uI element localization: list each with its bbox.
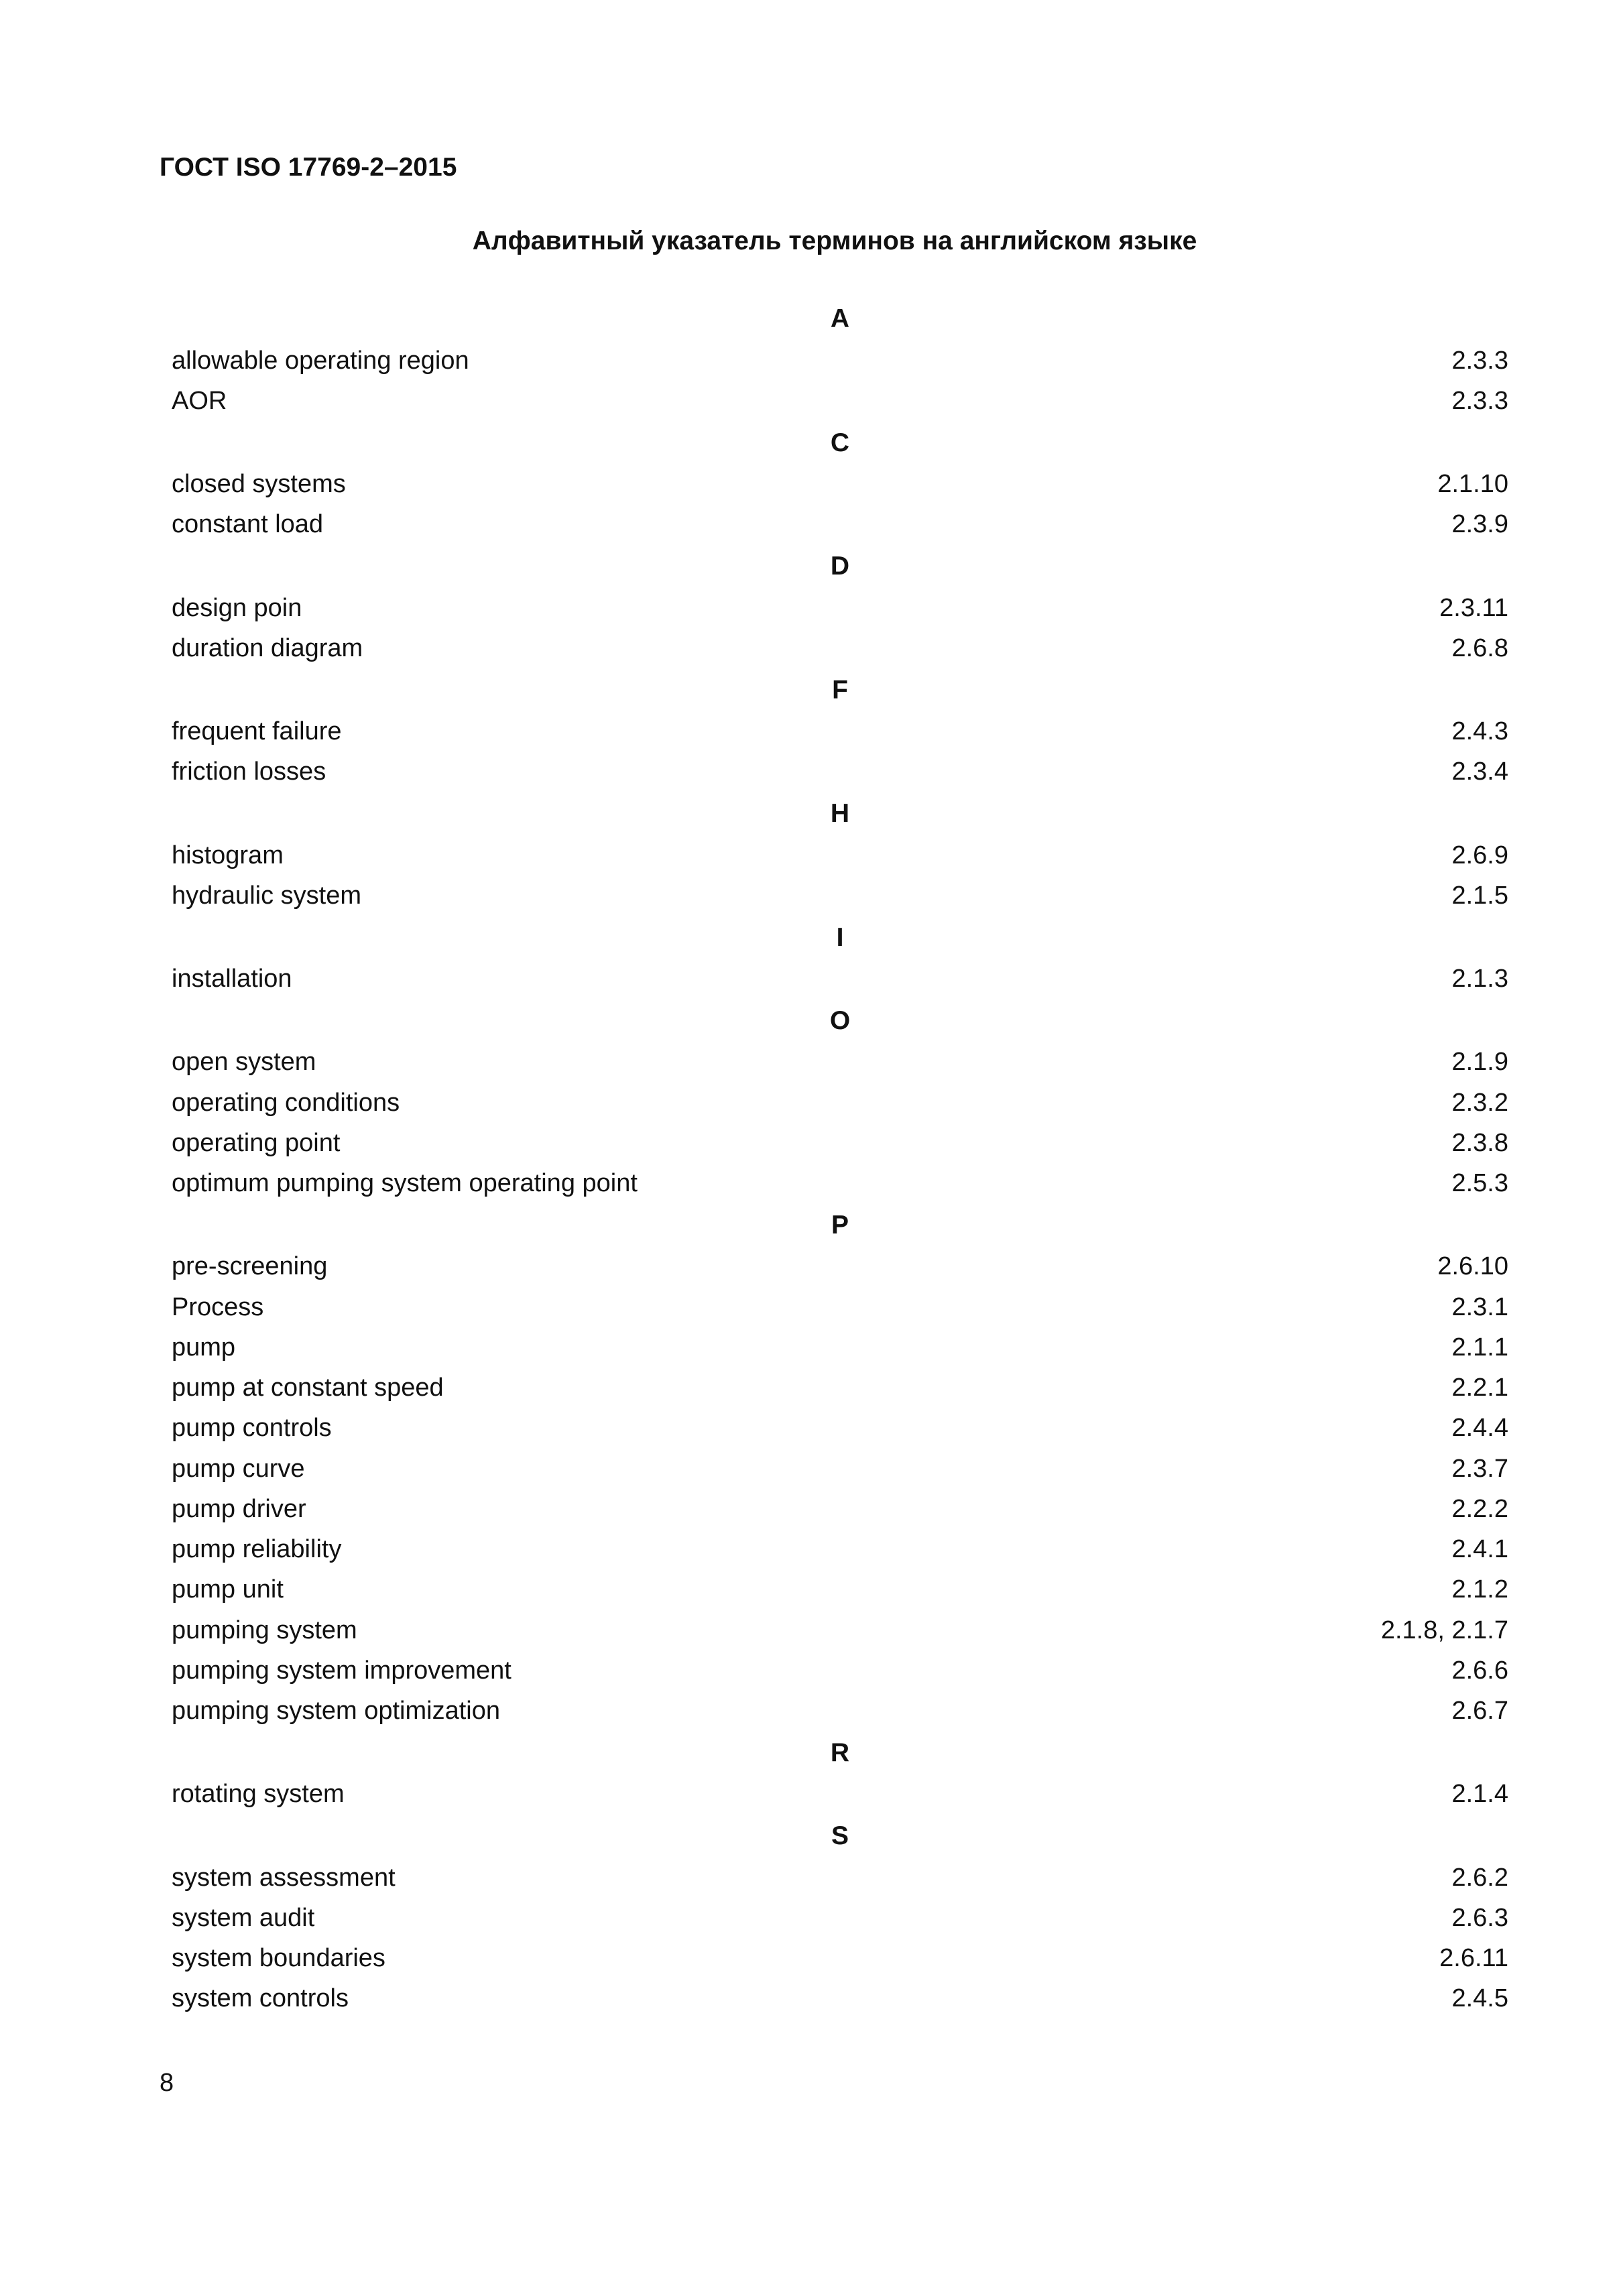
term-reference: 2.4.4 <box>1451 1414 1508 1443</box>
term-reference: 2.1.2 <box>1451 1575 1508 1604</box>
term-reference: 2.6.10 <box>1437 1252 1508 1281</box>
term-reference: 2.6.8 <box>1451 633 1508 662</box>
term-reference: 2.3.4 <box>1451 758 1508 786</box>
term-text: pump curve <box>172 1454 305 1483</box>
term-text: allowable operating region <box>172 346 469 375</box>
term-text: pump driver <box>172 1494 306 1523</box>
term-text: pump <box>172 1333 236 1362</box>
index-entry <box>172 1123 1508 1163</box>
term-text: system boundaries <box>172 1944 385 1973</box>
index-entry <box>172 1530 1508 1570</box>
section-letter: C <box>830 428 850 457</box>
term-reference: 2.6.6 <box>1451 1656 1508 1685</box>
term-text: pump reliability <box>172 1535 342 1564</box>
index-entry <box>172 835 1508 875</box>
index-entry <box>172 1939 1508 1979</box>
index-entry <box>172 1247 1508 1287</box>
index-entry <box>172 1774 1508 1815</box>
term-text: pumping system improvement <box>172 1656 512 1685</box>
index-entry <box>172 628 1508 668</box>
index-entry <box>172 1042 1508 1083</box>
term-text: design poin <box>172 593 302 622</box>
index-entry <box>172 1610 1508 1650</box>
index-entry <box>172 1570 1508 1610</box>
term-text: constant load <box>172 510 324 539</box>
index-entry <box>172 1287 1508 1327</box>
index-entry <box>172 505 1508 545</box>
term-text: installation <box>172 965 292 993</box>
section-letter: R <box>830 1738 850 1767</box>
term-reference: 2.3.3 <box>1451 386 1508 415</box>
term-reference: 2.1.8, 2.1.7 <box>1380 1616 1508 1644</box>
term-reference: 2.1.3 <box>1451 965 1508 993</box>
term-text: hydraulic system <box>172 881 361 910</box>
index-entry <box>172 1368 1508 1408</box>
term-reference: 2.6.7 <box>1451 1697 1508 1726</box>
term-reference: 2.3.8 <box>1451 1128 1508 1157</box>
term-reference: 2.4.5 <box>1451 1984 1508 2013</box>
term-text: optimum pumping system operating point <box>172 1169 638 1198</box>
index-entry <box>172 1164 1508 1204</box>
term-text: open system <box>172 1048 316 1077</box>
section-letter: S <box>831 1821 849 1850</box>
index-entry <box>172 752 1508 792</box>
term-text: system assessment <box>172 1863 396 1892</box>
term-reference: 2.3.3 <box>1451 346 1508 375</box>
page-number: 8 <box>160 2069 174 2097</box>
term-text: histogram <box>172 841 284 869</box>
term-text: pumping system <box>172 1616 357 1644</box>
term-reference: 2.3.9 <box>1451 510 1508 539</box>
section-letter: F <box>832 675 848 705</box>
index-entry <box>172 1083 1508 1123</box>
index-entry <box>172 712 1508 752</box>
term-text: closed systems <box>172 470 346 499</box>
term-reference: 2.1.9 <box>1451 1048 1508 1077</box>
term-reference: 2.2.2 <box>1451 1494 1508 1523</box>
term-reference: 2.1.4 <box>1451 1780 1508 1809</box>
term-reference: 2.5.3 <box>1451 1169 1508 1198</box>
term-reference: 2.6.2 <box>1451 1863 1508 1892</box>
index-entry <box>172 1408 1508 1449</box>
term-text: rotating system <box>172 1780 345 1809</box>
section-letter: D <box>830 552 850 581</box>
term-reference: 2.6.3 <box>1451 1903 1508 1932</box>
index-entry <box>172 875 1508 916</box>
section-letter: A <box>830 304 850 333</box>
index-entry <box>172 1979 1508 2019</box>
index-title: Алфавитный указатель терминов на английском языке <box>472 227 1197 255</box>
term-reference: 2.3.2 <box>1451 1088 1508 1117</box>
term-text: pump at constant speed <box>172 1374 444 1402</box>
term-text: operating conditions <box>172 1088 400 1117</box>
term-text: duration diagram <box>172 633 363 662</box>
term-reference: 2.3.11 <box>1439 593 1508 622</box>
term-text: pump controls <box>172 1414 332 1443</box>
term-reference: 2.1.5 <box>1451 881 1508 910</box>
term-text: frequent failure <box>172 717 342 746</box>
term-text: friction losses <box>172 758 326 786</box>
term-text: Process <box>172 1292 264 1321</box>
section-letter: H <box>830 799 850 828</box>
term-reference: 2.1.10 <box>1437 470 1508 499</box>
term-text: pre-screening <box>172 1252 328 1281</box>
index-entry <box>172 959 1508 1000</box>
index-entry <box>172 341 1508 381</box>
term-text: system audit <box>172 1903 315 1932</box>
index-entry <box>172 1858 1508 1898</box>
term-text: pump unit <box>172 1575 284 1604</box>
index-entry <box>172 1691 1508 1732</box>
index-entry <box>172 465 1508 505</box>
term-reference: 2.4.3 <box>1451 717 1508 746</box>
index-entry <box>172 1650 1508 1691</box>
index-entry <box>172 1449 1508 1489</box>
term-text: AOR <box>172 386 227 415</box>
term-reference: 2.1.1 <box>1451 1333 1508 1362</box>
term-reference: 2.6.9 <box>1451 841 1508 869</box>
term-text: operating point <box>172 1128 341 1157</box>
term-reference: 2.4.1 <box>1451 1535 1508 1564</box>
index-entry <box>172 1327 1508 1368</box>
document-code: ГОСТ ISO 17769-2–2015 <box>160 153 457 182</box>
index-entry <box>172 381 1508 421</box>
term-index <box>172 298 1508 2019</box>
term-reference: 2.3.1 <box>1451 1292 1508 1321</box>
section-letter: O <box>829 1006 851 1035</box>
term-text: pumping system optimization <box>172 1697 500 1726</box>
term-reference: 2.2.1 <box>1451 1374 1508 1402</box>
index-entry <box>172 1489 1508 1529</box>
term-text: system controls <box>172 1984 349 2013</box>
term-reference: 2.6.11 <box>1439 1944 1508 1973</box>
term-reference: 2.3.7 <box>1451 1454 1508 1483</box>
index-entry <box>172 1898 1508 1938</box>
section-letter: I <box>836 922 844 952</box>
section-letter: P <box>831 1210 849 1240</box>
index-entry <box>172 588 1508 628</box>
